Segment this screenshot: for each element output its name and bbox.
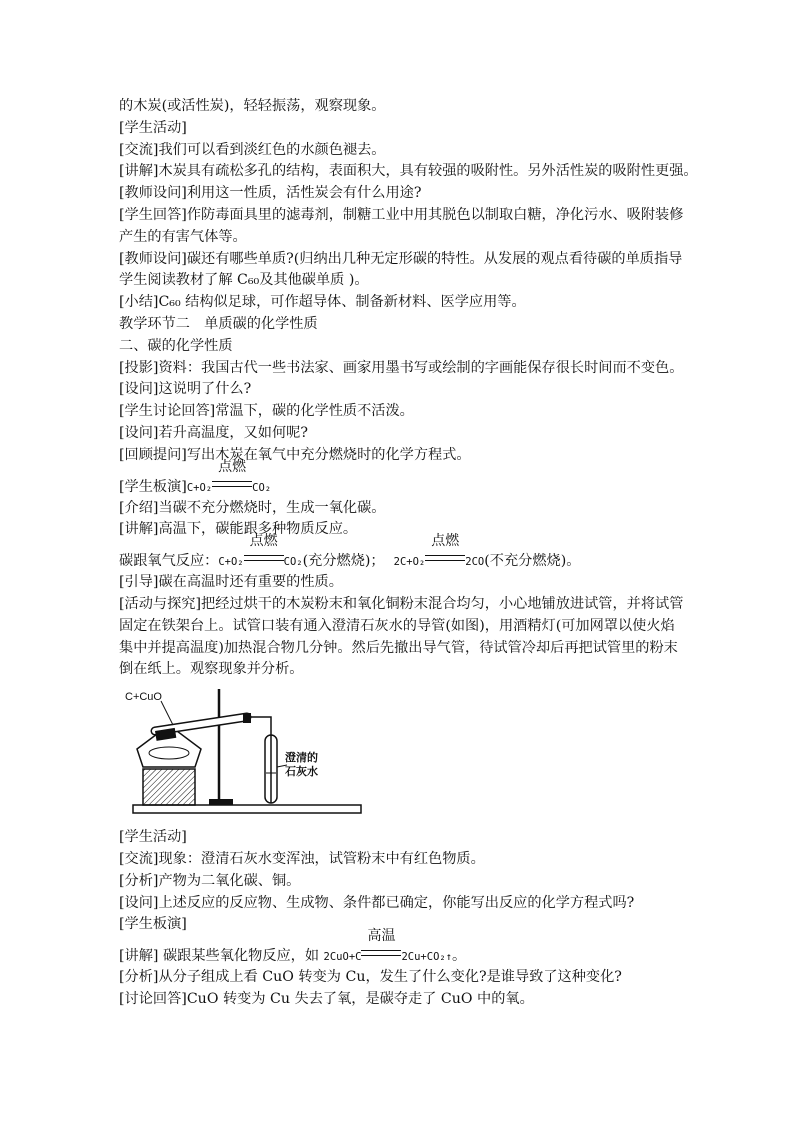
equation-reactants: 2C+O₂ [393, 556, 426, 569]
text-line: [讲解]高温下，碳能跟多种物质反应。 [119, 521, 358, 538]
reaction-condition: 点燃 [218, 458, 247, 475]
text-line: [分析]产物为二氧化碳、铜。 [119, 872, 301, 889]
equation-products: CO₂ [283, 556, 303, 569]
equation-products: CO₂ [252, 481, 272, 494]
reaction-condition: 点燃 [249, 533, 278, 550]
text-line: [交流]我们可以看到淡红色的水颜色褪去。 [119, 141, 386, 158]
text-line: 集中并提高温度)加热混合物几分钟。然后先撤出导气管，待试管冷却后再把试管里的粉末 [119, 639, 678, 656]
equation-carbon-oxygen [119, 533, 679, 572]
section-heading: 二、碳的化学性质 [119, 337, 233, 354]
document-body [119, 96, 698, 1011]
equation-reactants: C+O₂ [218, 556, 244, 569]
text-line: [学生活动] [119, 119, 187, 136]
text-line: [分析]从分子组成上看 CuO 转变为 Cu，发生了什么变化?是谁导致了这种变化? [119, 969, 622, 986]
text-line: 学生阅读教材了解 C₆₀及其他碳单质 )。 [119, 272, 369, 289]
equation-cuo-reduction [119, 928, 679, 967]
apparatus-drawing [125, 687, 365, 823]
equation-prefix: [讲解] 碳跟某些氧化物反应，如 [119, 948, 324, 965]
text-line: [设问]上述反应的反应物、生成物、条件都已确定，你能写出反应的化学方程式吗? [119, 894, 635, 911]
text-line: [引导]碳在高温时还有重要的性质。 [119, 574, 343, 591]
equation-prefix: 碳跟氧气反应： [119, 553, 219, 570]
text-line: [设问]这说明了什么? [119, 381, 252, 398]
text-line: [设问]若升高温度，又如何呢? [119, 424, 308, 441]
equation-products: 2CO [465, 556, 485, 569]
text-line: [讨论回答]CuO 转变为 Cu 失去了氧，是碳夺走了 CuO 中的氧。 [119, 990, 534, 1007]
text-line: [学生回答]作防毒面具里的滤毒剂，制糖工业中用其脱色以制取白糖，净化污水、吸附装修 [119, 206, 684, 223]
reaction-arrow [244, 533, 284, 572]
reaction-arrow [212, 458, 252, 498]
label-c-cuo: C+CuO [125, 691, 162, 704]
text-line: [教师设问]碳还有哪些单质?(归纳出几种无定形碳的特性。从发展的观点看待碳的单质指导 [119, 250, 683, 267]
text-line: 的木炭(或活性炭)，轻轻振荡，观察现象。 [119, 98, 386, 114]
text-line: [投影]资料：我国古代一些书法家、画家用墨书写或绘制的字画能保存很长时间而不变色。 [119, 359, 684, 376]
text-line: [教师设问]利用这一性质，活性炭会有什么用途? [119, 185, 422, 202]
reaction-condition: 高温 [367, 928, 396, 945]
section-heading: 教学环节二 单质碳的化学性质 [119, 315, 318, 332]
text-line: [回顾提问]写出木炭在氧气中充分燃烧时的化学方程式。 [119, 446, 471, 463]
text-line: [介绍]当碳不充分燃烧时，生成一氧化碳。 [119, 499, 386, 516]
text-line: [交流]现象：澄清石灰水变浑浊，试管粉末中有红色物质。 [119, 850, 485, 867]
equation-note: (不充分燃烧)。 [484, 553, 581, 570]
equation-reactants: C+O₂ [186, 481, 213, 494]
reaction-condition: 点燃 [431, 533, 460, 550]
text-line: 固定在铁架台上。试管口装有通入澄清石灰水的导管(如图)，用酒精灯(可加网罩以使火焰 [119, 617, 675, 634]
text-line: [学生讨论回答]常温下，碳的化学性质不活泼。 [119, 403, 414, 420]
text-line: [学生板演] [119, 916, 187, 933]
text-line: [学生活动] [119, 829, 187, 846]
text-line: 产生的有害气体等。 [119, 228, 247, 245]
label-limewater: 澄清的石灰水 [285, 751, 318, 779]
equation-prefix: [学生板演] [119, 478, 187, 495]
equation-suffix: 。 [452, 948, 467, 965]
reaction-arrow [361, 928, 401, 967]
text-line: [活动与探究]把经过烘干的木炭粉末和氧化铜粉末混合均匀，小心地铺放进试管，并将试管 [119, 595, 684, 612]
equation-products: 2Cu+CO₂↑ [401, 951, 453, 964]
experiment-apparatus-figure [125, 687, 365, 823]
equation-note: (充分燃烧)； [302, 553, 385, 570]
text-line: [小结]C₆₀ 结构似足球，可作超导体、制备新材料、医学应用等。 [119, 294, 526, 311]
equation-carbon-combustion [119, 458, 679, 498]
equation-reactants: 2CuO+C [323, 951, 362, 964]
text-line: 倒在纸上。观察现象并分析。 [119, 661, 304, 678]
reaction-arrow [425, 533, 465, 572]
text-line: [讲解]木炭具有疏松多孔的结构，表面积大，具有较强的吸附性。另外活性炭的吸附性更强。 [119, 163, 698, 180]
